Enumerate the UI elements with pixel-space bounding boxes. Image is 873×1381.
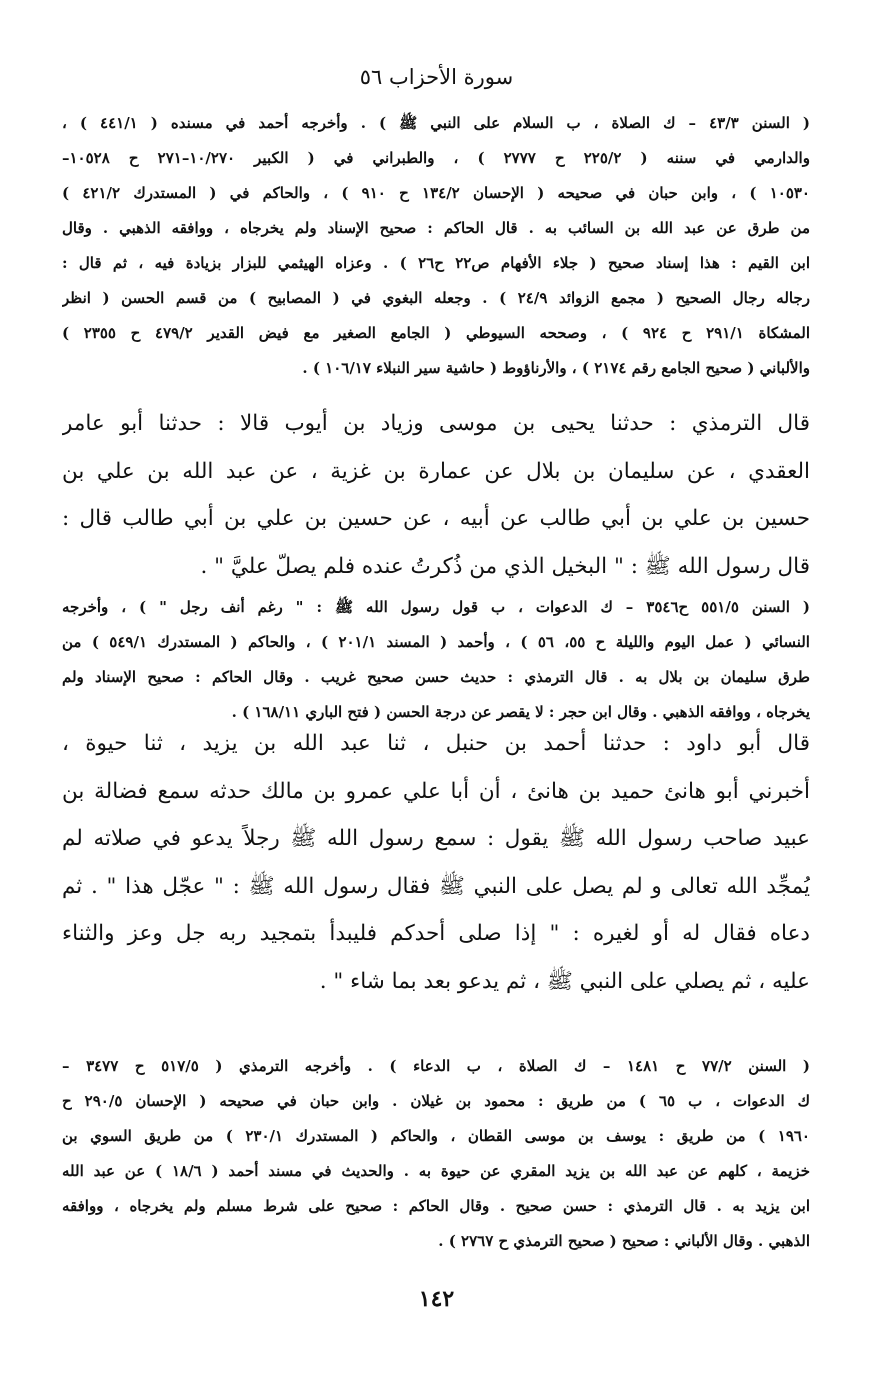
footnote-line: رجاله رجال الصحيح ( مجمع الزوائد ٢٤/٩ ) . وجعله البغوي في ( المصابيح ) من قسم الحسن ( انظر <box>62 289 810 307</box>
body-line: يُمجِّد الله تعالى و لم يصل على النبي ﷺ فقال رسول الله ﷺ : " عجّل هذا " . ثم <box>62 873 810 899</box>
footnote-line: من طرق عن عبد الله بن السائب به . قال الحاكم : صحيح الإسناد ولم يخرجاه ، ووافقه الذهبي . وقال <box>62 219 810 237</box>
footnote-line: ك الدعوات ، ب ٦٥ ) من طريق : محمود بن غيلان . وابن حبان في صحيحه ( الإحسان ٢٩٠/٥ ح <box>62 1092 810 1110</box>
body-line: العقدي ، عن سليمان بن بلال عن عمارة بن غزية ، عن عبد الله بن علي بن <box>62 458 810 484</box>
footnote-block-3 <box>62 1049 810 1259</box>
footnote-line: والدارمي في سننه ( ٢٢٥/٢ ح ٢٧٧٧ ) ، والطبراني في ( الكبير ١٠/٢٧٠–٢٧١ ح ١٠٥٢٨– <box>62 149 810 167</box>
footnote-line: ( السنن ٧٧/٢ ح ١٤٨١ – ك الصلاة ، ب الدعاء ) . وأخرجه الترمذي ( ٥١٧/٥ ح ٣٤٧٧ – <box>62 1057 810 1075</box>
footnote-line: ( السنن ٥٥١/٥ ح٣٥٤٦ – ك الدعوات ، ب قول رسول الله ﷺ : " رغم أنف رجل " ) ، وأخرجه <box>62 598 810 616</box>
body-line: قال الترمذي : حدثنا يحيى بن موسى وزياد بن أيوب قالا : حدثنا أبو عامر <box>62 411 810 436</box>
body-line: دعاه فقال له أو لغيره : " إذا صلى أحدكم فليبدأ بتمجيد ربه جل وعز والثناء <box>62 921 810 946</box>
footnote-line: ( السنن ٤٣/٣ – ك الصلاة ، ب السلام على النبي ﷺ ) . وأخرجه أحمد في مسنده ( ٤٤١/١ ) ، <box>62 114 810 132</box>
hadith-text-block-2 <box>62 720 810 1005</box>
footnote-line: والألباني ( صحيح الجامع رقم ٢١٧٤ ) ، والأرناؤوط ( حاشية سير النبلاء ١٠٦/١٧ ) . <box>302 359 810 377</box>
body-line: قال رسول الله ﷺ : " البخيل الذي من ذُكرتُ عنده فلم يصلّ عليَّ " . <box>200 553 810 579</box>
footnote-line: ابن القيم : هذا إسناد صحيح ( جلاء الأفهام ص٢٢ ح٢٦ ) . وعزاه الهيثمي للبزار بزيادة فيه ، ثم قال : <box>62 254 810 272</box>
body-line: أخبرني أبو هانئ حميد بن هانئ ، أن أبا علي عمرو بن مالك حدثه سمع فضالة بن <box>62 778 810 804</box>
footnote-line: يخرجاه ، ووافقه الذهبي . وقال ابن حجر : لا يقصر عن درجة الحسن ( فتح الباري ١٦٨/١١ ) . <box>231 703 810 721</box>
body-line: عليه ، ثم يصلي على النبي ﷺ ، ثم يدعو بعد بما شاء " . <box>319 968 810 994</box>
footnote-line: الذهبي . وقال الألباني : صحيح ( صحيح الترمذي ح ٢٧٦٧ ) . <box>438 1232 810 1250</box>
page-number: ١٤٢ <box>418 1286 455 1312</box>
body-line: حسين بن علي بن أبي طالب عن أبيه ، عن حسين بن علي بن أبي طالب قال : <box>62 506 810 531</box>
footnote-line: ١٩٦٠ ) من طريق : يوسف بن موسى القطان ، والحاكم ( المستدرك ٢٣٠/١ ) من طريق السوي بن <box>62 1127 810 1145</box>
body-line: قال أبو داود : حدثنا أحمد بن حنبل ، ثنا عبد الله بن يزيد ، ثنا حيوة ، <box>62 731 810 756</box>
body-line: عبيد صاحب رسول الله ﷺ يقول : سمع رسول الله ﷺ رجلاً يدعو في صلاته لم <box>62 826 810 851</box>
footnote-block-2 <box>62 590 810 730</box>
footnote-line: خزيمة ، كلهم عن عبد الله بن يزيد المقري عن حيوة به . والحديث في مسند أحمد ( ١٨/٦ ) عن عبد الله <box>62 1162 810 1180</box>
page-header-surah-title: سورة الأحزاب ٥٦ <box>359 65 514 89</box>
footnote-line: النسائي ( عمل اليوم والليلة ح ٥٥، ٥٦ ) ، وأحمد ( المسند ٢٠١/١ ) ، والحاكم ( المستدرك ٥٤٩/١ ) من <box>62 633 810 651</box>
footnote-line: طرق سليمان بن بلال به . قال الترمذي : حديث حسن صحيح غريب . وقال الحاكم : صحيح الإسناد ولم <box>62 668 810 686</box>
footnote-block-1 <box>62 106 810 386</box>
footnote-line: ابن يزيد به . قال الترمذي : حسن صحيح . وقال الحاكم : صحيح على شرط مسلم ولم يخرجاه ، ووافقه <box>62 1197 810 1215</box>
footnote-line: المشكاة ٢٩١/١ ح ٩٢٤ ) ، وصححه السيوطي ( الجامع الصغير مع فيض القدير ٤٧٩/٢ ح ٢٣٥٥ ) <box>62 324 810 342</box>
hadith-text-block-1 <box>62 400 810 590</box>
footnote-line: ١٠٥٣٠ ) ، وابن حبان في صحيحه ( الإحسان ١٣٤/٢ ح ٩١٠ ) ، والحاكم في ( المستدرك ٤٢١/٢ ) <box>62 184 810 202</box>
